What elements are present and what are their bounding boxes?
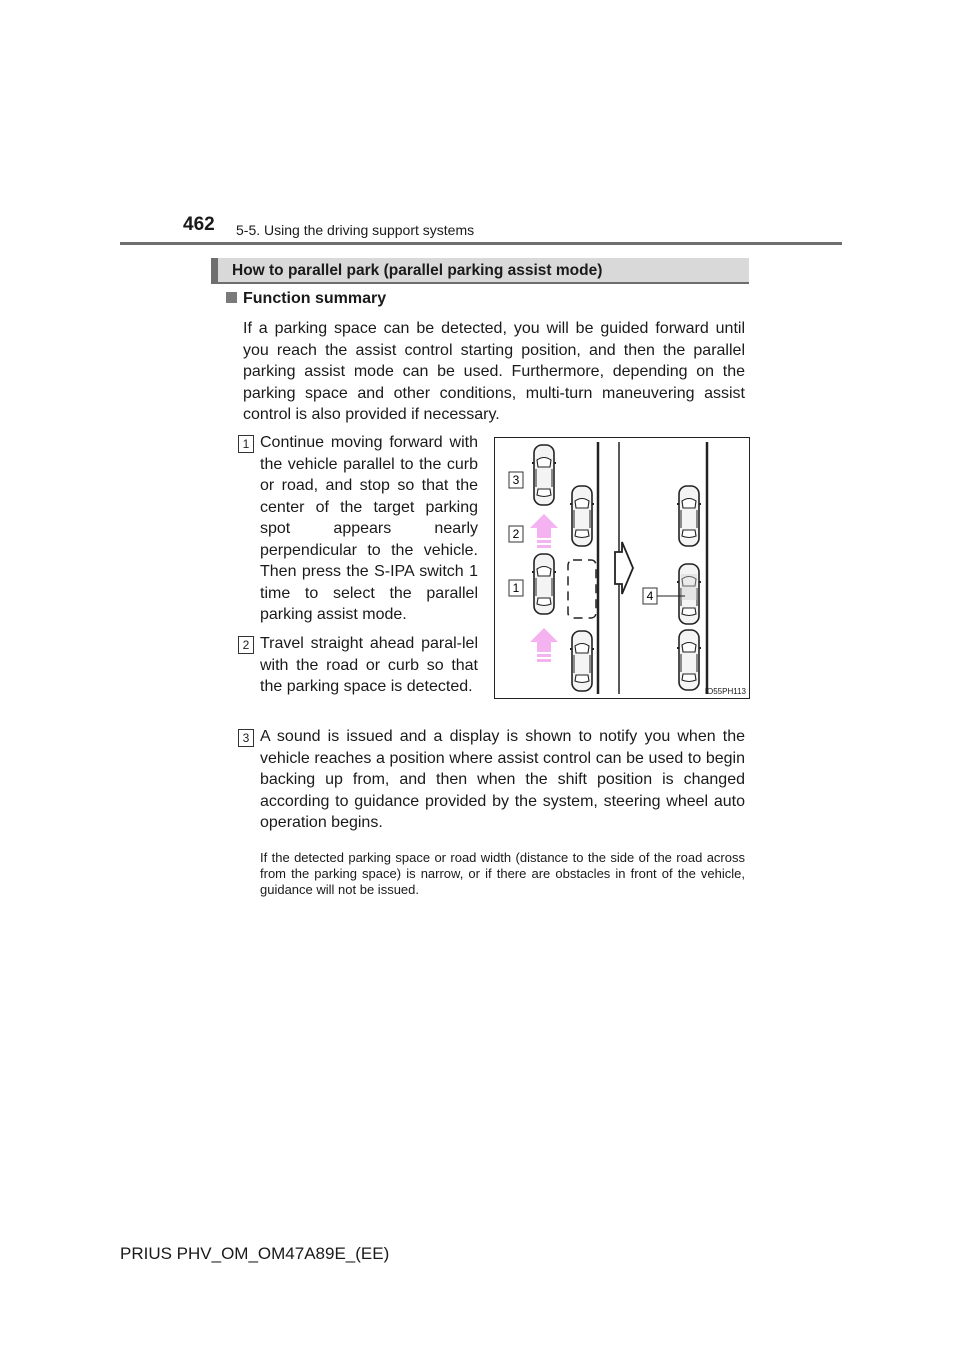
parked-car [570,486,594,546]
subheading-text: Function summary [243,290,387,307]
svg-text:1: 1 [512,581,520,595]
step-number-1: 1 [238,435,254,453]
parking-diagram [494,437,750,699]
step-1-text: Continue moving forward with the vehicle parallel to the curb or road, and stop so that the center of the target parking spot appears nearly perpendicular to the vehicle. Then press the S-IPA switch 1 time to select the parallel parking assist mode. [260,434,478,623]
section-label: 5-5. Using the driving support systems [236,222,475,238]
label-4 [643,588,657,604]
svg-text:3: 3 [512,473,520,487]
parking-diagram-svg [495,438,749,698]
step-3-text: A sound is issued and a display is shown to notify you when the vehicle reaches a position where assist control can be used to begin backing up from, and then when the shift position is changed according to guidance provided by the system, steering wheel auto operation begins. [260,728,745,831]
forward-arrow-icon [530,628,558,662]
section-title-bar [211,258,749,284]
figure-id: IO55PH113 [704,687,746,696]
note-text: If the detected parking space or road width (distance to the side of the road across from the parking space) is narrow, or if there are obstacles in front of the vehicle, guidance will not be issued. [260,850,745,897]
subheading [226,290,386,308]
forward-arrow-icon [530,514,558,548]
svg-text:4: 4 [646,589,654,603]
vehicle-position-3 [532,445,556,505]
parked-car [677,486,701,546]
right-arrow-icon [615,542,633,594]
label-2 [509,526,523,542]
header-rule [120,242,842,245]
page-number: 462 [183,214,215,235]
footer-doc-code: PRIUS PHV_OM_OM47A89E_(EE) [120,1244,390,1263]
label-3 [509,472,523,488]
step-2-text: Travel straight ahead paral-lel with the road or curb so that the parking space is detected. [260,635,478,695]
section-title: How to parallel park (parallel parking assist mode) [232,262,603,279]
step-number-2: 2 [238,636,254,654]
vehicle-position-1 [532,554,556,614]
intro-paragraph: If a parking space can be detected, you will be guided forward until you reach the assist control starting position, and then the parallel parking assist mode can be used. Furthermore, depending on the parking space and other conditions, multi-turn maneuvering assist control is also provided if necessary. [243,320,745,423]
parking-space-outline [568,560,596,618]
parked-car [570,631,594,691]
square-bullet-icon [226,292,237,303]
label-1 [509,580,523,596]
svg-text:2: 2 [512,527,520,541]
parked-car [677,630,701,690]
step-number-3: 3 [238,729,254,747]
